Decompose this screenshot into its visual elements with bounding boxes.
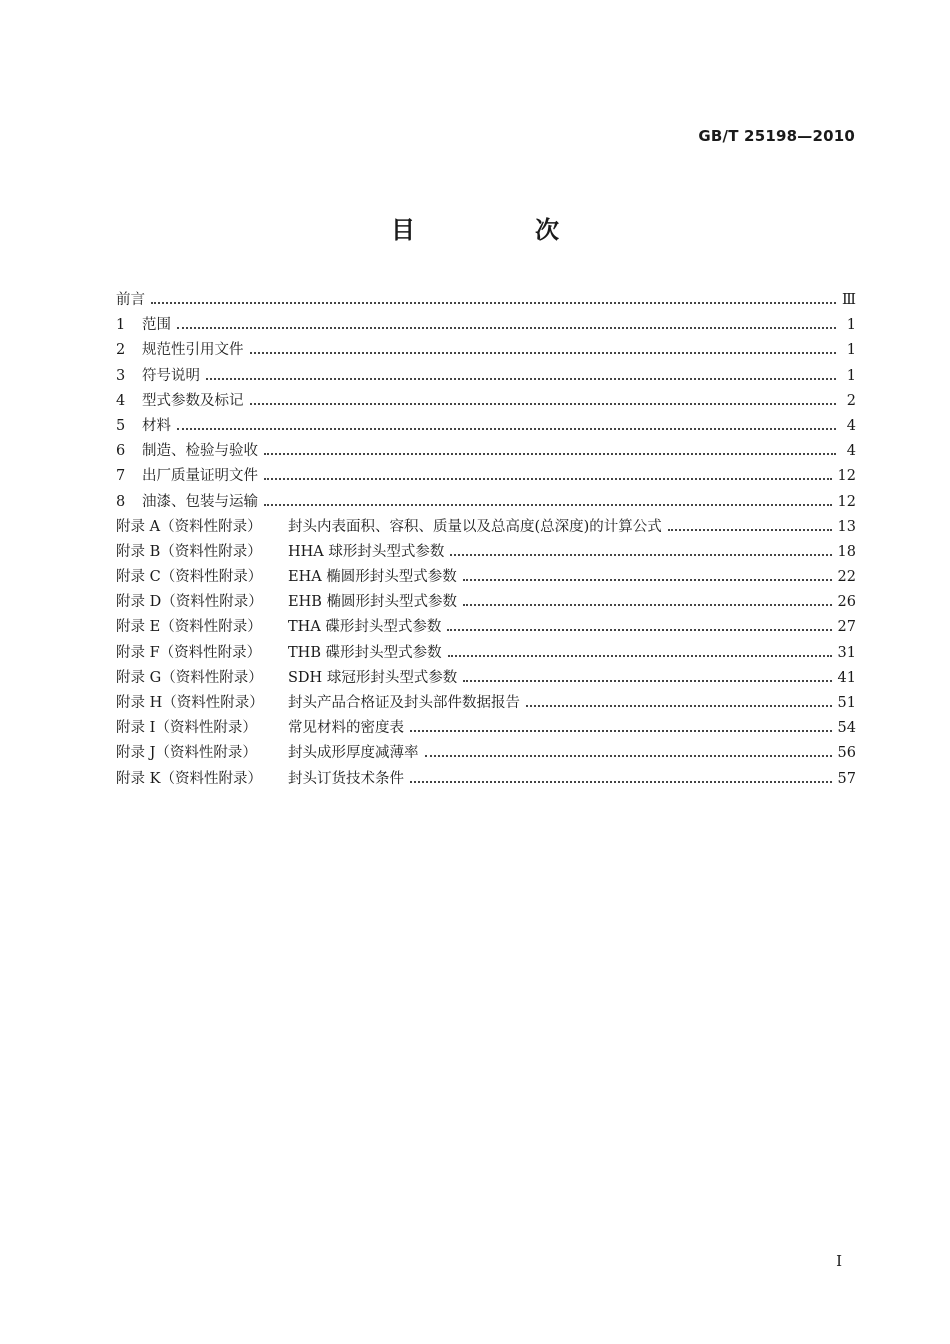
toc-entry-title: HHA 球形封头型式参数 [288,543,445,560]
toc-entry-number: 2 [116,342,126,359]
toc-entry[interactable] [116,691,856,716]
toc-entry-title: 封头订货技术条件 [288,770,404,787]
toc-dot-leader [410,781,832,783]
toc-dot-leader [250,403,837,405]
toc-entry-number: 5 [116,417,126,434]
toc-entry-page: 4 [846,443,856,460]
toc-dot-leader [463,579,832,581]
toc-entry-page: 1 [846,317,856,334]
toc-entry-page: 2 [846,392,856,409]
toc-entry[interactable] [116,414,856,439]
toc-dot-leader [264,478,832,480]
toc-entry-annex-label: 附录 J（资料性附录） [116,745,257,762]
toc-entry-title: 封头产品合格证及封头部件数据报告 [288,695,520,711]
toc-entry-title: 规范性引用文件 [142,342,244,359]
toc-dot-leader [264,504,832,506]
toc-entry[interactable] [116,439,856,464]
toc-entry[interactable] [116,666,856,691]
toc-entry[interactable] [116,515,856,540]
toc-entry-title: 油漆、包装与运输 [142,493,258,510]
toc-dot-leader [463,604,832,606]
toc-entry-annex-label: 附录 H（资料性附录） [116,695,264,711]
toc-entry-title: EHB 椭圆形封头型式参数 [288,594,457,611]
toc-entry-annex-label: 附录 K（资料性附录） [116,770,262,787]
toc-entry-page: 4 [846,417,856,434]
toc-entry-title: 出厂质量证明文件 [142,468,258,485]
toc-entry-title: 封头成形厚度减薄率 [288,745,419,762]
toc-dot-leader [447,629,831,631]
toc-entry[interactable] [116,389,856,414]
toc-entry-title: EHA 椭圆形封头型式参数 [288,569,457,586]
toc-entry-title: 制造、检验与验收 [142,443,258,460]
toc-entry-page: 56 [837,745,856,762]
toc-entry-number: 8 [116,493,126,510]
toc-dot-leader [206,378,836,380]
toc-entry[interactable] [116,338,856,363]
toc-dot-leader [264,453,836,455]
toc-entry-annex-label: 附录 F（资料性附录） [116,644,262,661]
page-number: I [836,1252,842,1270]
toc-entry[interactable] [116,540,856,565]
toc-entry-title: SDH 球冠形封头型式参数 [288,669,458,686]
toc-entry-annex-label: 附录 B（资料性附录） [116,543,262,560]
toc-dot-leader [410,730,832,732]
toc-entry-title: THB 碟形封头型式参数 [288,644,442,661]
toc-entry[interactable] [116,767,856,792]
toc-entry-page: 12 [837,493,856,510]
toc-entry-page: 26 [837,594,856,611]
toc-dot-leader [526,705,832,707]
toc-dot-leader [448,655,832,657]
toc-entry-title: 前言 [116,292,145,308]
toc-entry-page: 1 [846,342,856,359]
toc-entry-number: 6 [116,443,126,460]
toc-entry-title: THA 碟形封头型式参数 [288,619,442,636]
toc-entry[interactable] [116,641,856,666]
toc-entry-title: 材料 [142,417,171,434]
toc-dot-leader [177,327,836,329]
toc-entry-number: 3 [116,367,126,384]
toc-dot-leader [151,302,836,304]
toc-entry-annex-label: 附录 D（资料性附录） [116,594,263,611]
toc-entry-page: 1 [846,367,856,384]
toc-entry-annex-label: 附录 I（资料性附录） [116,720,257,737]
page-title: 目 次 [391,216,607,244]
toc-dot-leader [250,352,837,354]
toc-entry[interactable] [116,615,856,640]
toc-entry[interactable] [116,565,856,590]
toc-entry[interactable] [116,364,856,389]
toc-entry[interactable] [116,741,856,766]
toc-dot-leader [425,755,832,757]
toc-entry-page: 12 [837,468,856,485]
toc-entry-page: 22 [837,569,856,586]
toc-entry-number: 7 [116,468,126,485]
toc-entry-title: 符号说明 [142,367,200,384]
toc-entry[interactable] [116,490,856,515]
toc-entry-annex-label: 附录 A（资料性附录） [116,518,262,535]
toc-dot-leader [463,680,831,682]
toc-entry-page: 51 [837,695,856,711]
toc-entry-title: 常见材料的密度表 [288,720,404,737]
toc-dot-leader [668,529,832,531]
toc-entry[interactable] [116,590,856,615]
toc-entry-number: 4 [116,392,126,409]
toc-entry[interactable] [116,464,856,489]
toc-entry-page: 13 [837,518,856,535]
toc-entry-annex-label: 附录 E（资料性附录） [116,619,262,636]
toc-entry-page: Ⅲ [842,292,856,308]
table-of-contents [116,288,856,792]
toc-dot-leader [177,428,836,430]
toc-entry-annex-label: 附录 C（资料性附录） [116,569,263,586]
toc-entry[interactable] [116,313,856,338]
toc-entry[interactable] [116,288,856,313]
standard-number: GB/T 25198—2010 [698,127,855,145]
toc-entry[interactable] [116,716,856,741]
toc-entry-title: 范围 [142,317,171,334]
toc-entry-page: 31 [837,644,856,661]
toc-entry-title: 封头内表面积、容积、质量以及总高度(总深度)的计算公式 [288,518,662,535]
toc-dot-leader [450,554,831,556]
toc-entry-page: 41 [837,669,856,686]
toc-entry-page: 18 [837,543,856,560]
toc-entry-title: 型式参数及标记 [142,392,244,409]
toc-entry-annex-label: 附录 G（资料性附录） [116,669,263,686]
toc-entry-page: 57 [837,770,856,787]
toc-entry-page: 54 [837,720,856,737]
toc-entry-number: 1 [116,317,126,334]
toc-entry-page: 27 [837,619,856,636]
